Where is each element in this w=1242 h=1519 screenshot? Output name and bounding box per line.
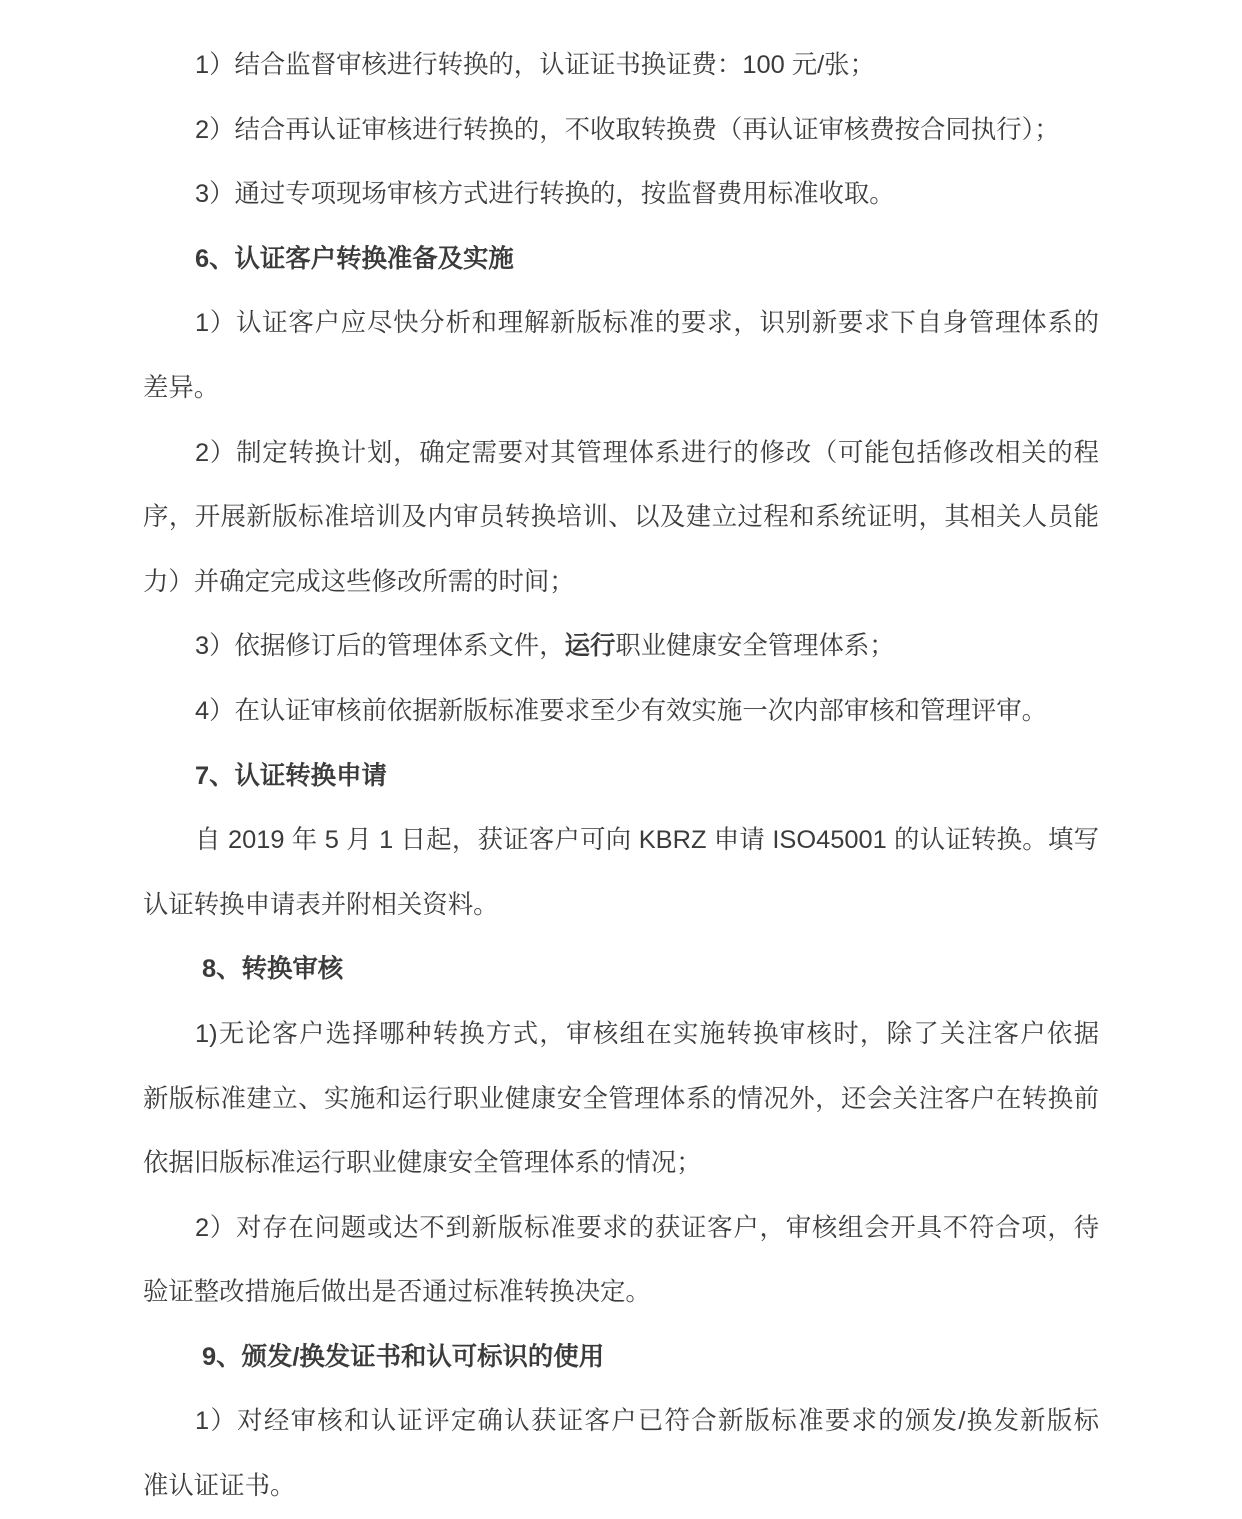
section-heading-8 bbox=[143, 937, 1099, 1002]
section-heading-7 bbox=[143, 744, 1099, 809]
text-run: 1）对经审核和认证评定确认获证客户已符合新版标准要求的颁发/换发新版标 bbox=[195, 1407, 1099, 1436]
text-run: 依据旧版标准运行职业健康安全管理体系的情况； bbox=[143, 1149, 702, 1178]
text-line bbox=[143, 679, 1099, 744]
text-line bbox=[143, 1067, 1099, 1132]
text-line bbox=[143, 1454, 1099, 1519]
text-line bbox=[143, 485, 1099, 550]
text-line bbox=[143, 33, 1099, 98]
paragraph-8-2 bbox=[143, 1196, 1099, 1325]
text-line bbox=[143, 356, 1099, 421]
text-line bbox=[143, 744, 1099, 809]
text-run: 序，开展新版标准培训及内审员转换培训、以及建立过程和系统证明，其相关人员能 bbox=[143, 503, 1099, 532]
paragraph-6-3 bbox=[143, 614, 1099, 679]
list-item-fee-3 bbox=[143, 162, 1099, 227]
text-line bbox=[143, 1260, 1099, 1325]
paragraph-6-4 bbox=[143, 679, 1099, 744]
list-item-fee-1 bbox=[143, 33, 1099, 98]
section-heading-9 bbox=[143, 1325, 1099, 1390]
text-run: 2）结合再认证审核进行转换的，不收取转换费（再认证审核费按合同执行）； bbox=[195, 115, 1060, 144]
paragraph-6-1 bbox=[143, 291, 1099, 420]
text-run: 自 2019 年 5 月 1 日起，获证客户可向 KBRZ 申请 ISO45001 的认证转换。填写 bbox=[195, 826, 1099, 855]
text-line bbox=[143, 614, 1099, 679]
text-run: 新版标准建立、实施和运行职业健康安全管理体系的情况外，还会关注客户在转换前 bbox=[143, 1084, 1099, 1113]
document-content bbox=[143, 33, 1099, 1519]
text-run: 准认证证书。 bbox=[143, 1472, 296, 1501]
text-line bbox=[143, 1131, 1099, 1196]
text-run: 2）制定转换计划，确定需要对其管理体系进行的修改（可能包括修改相关的程 bbox=[195, 438, 1099, 467]
text-line bbox=[143, 1196, 1099, 1261]
text-line bbox=[143, 1389, 1099, 1454]
text-run: 1)无论客户选择哪种转换方式，审核组在实施转换审核时，除了关注客户依据 bbox=[195, 1019, 1099, 1048]
paragraph-8-1 bbox=[143, 1002, 1099, 1196]
text-line bbox=[143, 808, 1099, 873]
section-heading-6 bbox=[143, 227, 1099, 292]
text-run: 3）通过专项现场审核方式进行转换的，按监督费用标准收取。 bbox=[195, 180, 895, 209]
text-run: 9、颁发/换发证书和认可标识的使用 bbox=[195, 1342, 605, 1371]
list-item-fee-2 bbox=[143, 98, 1099, 163]
text-line bbox=[143, 98, 1099, 163]
text-run: 8、转换审核 bbox=[195, 955, 344, 984]
paragraph-6-2 bbox=[143, 421, 1099, 615]
bold-text-run: 运行 bbox=[564, 632, 616, 661]
text-line bbox=[143, 550, 1099, 615]
text-run: 力）并确定完成这些修改所需的时间； bbox=[143, 567, 575, 596]
paragraph-7-1 bbox=[143, 808, 1099, 937]
text-line bbox=[143, 162, 1099, 227]
text-line bbox=[143, 291, 1099, 356]
text-line bbox=[143, 873, 1099, 938]
text-line bbox=[143, 937, 1099, 1002]
text-run: 验证整改措施后做出是否通过标准转换决定。 bbox=[143, 1278, 651, 1307]
paragraph-9-1 bbox=[143, 1389, 1099, 1518]
text-line bbox=[143, 227, 1099, 292]
text-run: 6、认证客户转换准备及实施 bbox=[195, 244, 514, 273]
text-run: 3）依据修订后的管理体系文件， bbox=[195, 632, 565, 661]
text-line bbox=[143, 1325, 1099, 1390]
text-run: 2）对存在问题或达不到新版标准要求的获证客户，审核组会开具不符合项，待 bbox=[195, 1213, 1099, 1242]
text-run: 职业健康安全管理体系； bbox=[615, 632, 895, 661]
text-run: 1）结合监督审核进行转换的，认证证书换证费：100 元/张； bbox=[195, 51, 875, 79]
text-line bbox=[143, 1002, 1099, 1067]
text-run: 认证转换申请表并附相关资料。 bbox=[143, 890, 499, 919]
text-run: 差异。 bbox=[143, 373, 220, 402]
text-run: 7、认证转换申请 bbox=[195, 761, 387, 790]
text-line bbox=[143, 421, 1099, 486]
text-run: 1）认证客户应尽快分析和理解新版标准的要求，识别新要求下自身管理体系的 bbox=[195, 309, 1099, 338]
text-run: 4）在认证审核前依据新版标准要求至少有效实施一次内部审核和管理评审。 bbox=[195, 696, 1048, 725]
